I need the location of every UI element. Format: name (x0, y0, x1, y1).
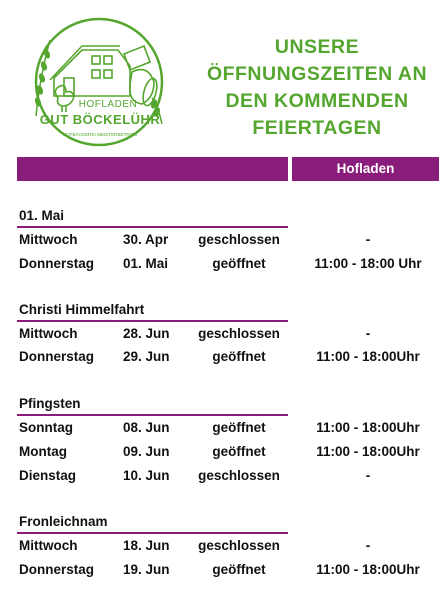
date-cell: 30. Apr (123, 232, 169, 247)
date-cell: 08. Jun (123, 420, 170, 435)
status-cell: geschlossen (198, 326, 280, 341)
table-row (0, 348, 448, 366)
table-row (0, 255, 448, 273)
header-bar-left (17, 157, 288, 181)
date-cell: 01. Mai (123, 256, 169, 271)
date-cell: 28. Jun (123, 326, 170, 341)
date-cell: 09. Jun (123, 444, 170, 459)
time-cell: - (365, 232, 371, 247)
title-line: ÖFFNUNGSZEITEN AN (206, 63, 428, 85)
title-line: UNSERE (274, 36, 360, 58)
date-cell: 10. Jun (123, 468, 170, 483)
table-row (0, 537, 448, 555)
day-cell: Donnerstag (19, 256, 95, 271)
status-cell: geöffnet (212, 562, 266, 577)
section-title: Christi Himmelfahrt (19, 302, 145, 317)
day-cell: Mittwoch (19, 326, 78, 341)
table-row (0, 561, 448, 579)
time-cell: 11:00 - 18:00Uhr (316, 420, 420, 435)
day-cell: Montag (19, 444, 67, 459)
table-row (0, 325, 448, 343)
table-row (0, 419, 448, 437)
logo-line2: GUT BÖCKELÜHR (39, 112, 161, 127)
section-title: Fronleichnam (19, 514, 108, 529)
day-cell: Mittwoch (19, 538, 78, 553)
logo-line3: HOFBÄCKEREI MEISTERBETRIEB (62, 132, 138, 137)
status-cell: geschlossen (198, 232, 280, 247)
time-cell: - (365, 468, 371, 483)
day-cell: Sonntag (19, 420, 73, 435)
status-cell: geschlossen (198, 538, 280, 553)
status-cell: geöffnet (212, 444, 266, 459)
section-title: 01. Mai (19, 208, 65, 223)
time-cell: - (365, 538, 371, 553)
title-line: FEIERTAGEN (252, 117, 382, 139)
status-cell: geöffnet (212, 420, 266, 435)
section-title: Pfingsten (19, 396, 81, 411)
table-row (0, 443, 448, 461)
time-cell: 11:00 - 18:00Uhr (316, 562, 420, 577)
day-cell: Donnerstag (19, 349, 95, 364)
date-cell: 19. Jun (123, 562, 170, 577)
status-cell: geschlossen (198, 468, 280, 483)
status-cell: geöffnet (212, 349, 266, 364)
date-cell: 18. Jun (123, 538, 170, 553)
day-cell: Dienstag (19, 468, 77, 483)
section-divider (17, 320, 288, 322)
status-cell: geöffnet (212, 256, 266, 271)
section-divider (17, 226, 288, 228)
date-cell: 29. Jun (123, 349, 170, 364)
time-cell: - (365, 326, 371, 341)
header-column-label: Hofladen (292, 157, 439, 181)
farmhouse-icon (50, 46, 130, 96)
time-cell: 11:00 - 18:00 Uhr (314, 256, 422, 271)
time-cell: 11:00 - 18:00Uhr (316, 349, 420, 364)
day-cell: Mittwoch (19, 232, 78, 247)
section-divider (17, 414, 288, 416)
page-title (186, 34, 448, 142)
day-cell: Donnerstag (19, 562, 95, 577)
table-row (0, 467, 448, 485)
section-divider (17, 532, 288, 534)
hofladen-logo (26, 16, 172, 150)
title-line: DEN KOMMENDEN (225, 90, 409, 112)
time-cell: 11:00 - 18:00Uhr (316, 444, 420, 459)
table-row (0, 231, 448, 249)
logo-line1: HOFLADEN (78, 99, 138, 110)
